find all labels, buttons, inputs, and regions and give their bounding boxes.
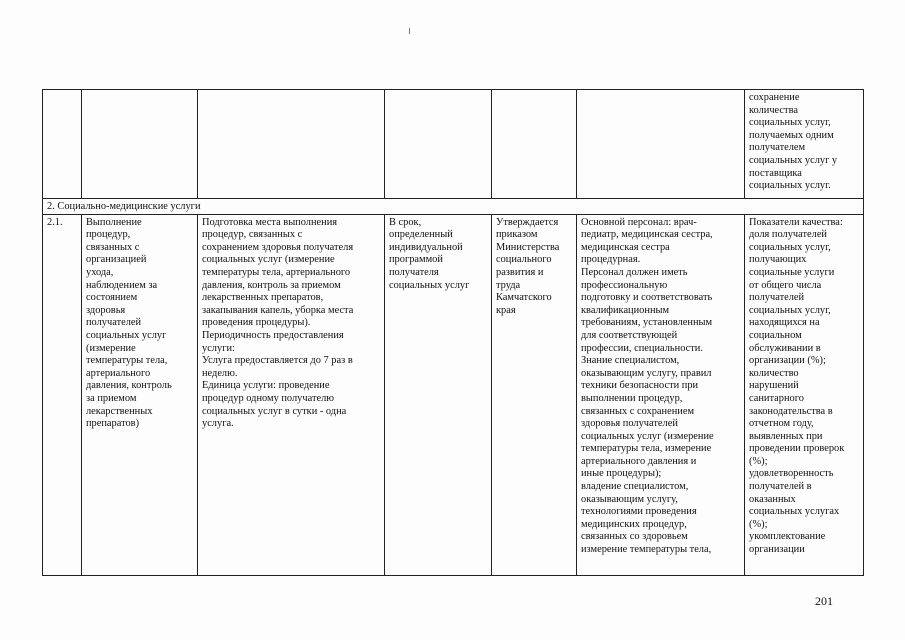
section-header-row bbox=[43, 199, 864, 215]
service-name-cell: Выполнение процедур, связанных с организацией ухода, наблюдением за состоянием здоровья получателей социальных услуг (измерение температуры тела, артериального давления, контроль за приемом лекарственных препаратов) bbox=[82, 214, 198, 575]
table-cell bbox=[82, 90, 198, 199]
service-description-cell: Подготовка места выполнения процедур, связанных с сохранением здоровья получателя социальных услуг (измерение температуры тела, артериального давления, контроль за приемом лекарственных препаратов, закапывания капель, уборка места проведения процедуры). Периодичность предоставления услуги: Услуга предоставляется до 7 раз в неделю. Единица услуги: проведение процедур одному получателю социальных услуг в сутки - одна услуга. bbox=[198, 214, 385, 575]
scan-mark bbox=[409, 28, 410, 34]
quality-indicators-cell: Показатели качества: доля получателей социальных услуг, получающих социальные услуги от общего числа получателей социальных услуг, находящихся на социальном обслуживании в организации (%); количество нарушений санитарного законодательства в отчетном году, выявленных при проведении проверок (%); удовлетворенность получателей в оказанных социальных услугах (%); укомплектование организации bbox=[745, 214, 864, 575]
section-title: 2. Социально-медицинские услуги bbox=[43, 199, 864, 215]
services-table bbox=[42, 89, 864, 576]
row-number-cell: 2.1. bbox=[43, 214, 82, 575]
table-cell bbox=[198, 90, 385, 199]
page-number: 201 bbox=[815, 594, 833, 608]
table-cell bbox=[492, 90, 577, 199]
service-conditions-cell: Основной персонал: врач- педиатр, медицинская сестра, медицинская сестра процедурная. Персонал должен иметь профессиональную подготовку и соответствовать квалификационным требованиям, установленным для соответствующей профессии, специальности. Знание специалистом, оказывающим услугу, правил техники безопасности при выполнении процедур, связанных с сохранением здоровья получателей социальных услуг (измерение температуры тела, измерение артериального давления и иные процедуры); владение специалистом, оказывающим услугу, технологиями проведения медицинских процедур, связанных со здоровьем измерение температуры тела, bbox=[577, 214, 745, 575]
indicators-continuation-cell: сохранение количества социальных услуг, получаемых одним получателем социальных услуг у поставщика социальных услуг. bbox=[745, 90, 864, 199]
service-tariff-cell: Утверждается приказом Министерства социального развития и труда Камчатского края bbox=[492, 214, 577, 575]
table-row-continuation bbox=[43, 90, 864, 199]
service-term-cell: В срок, определенный индивидуальной программой получателя социальных услуг bbox=[385, 214, 492, 575]
table-cell bbox=[385, 90, 492, 199]
table-row bbox=[43, 214, 864, 575]
table-cell bbox=[577, 90, 745, 199]
table-cell bbox=[43, 90, 82, 199]
